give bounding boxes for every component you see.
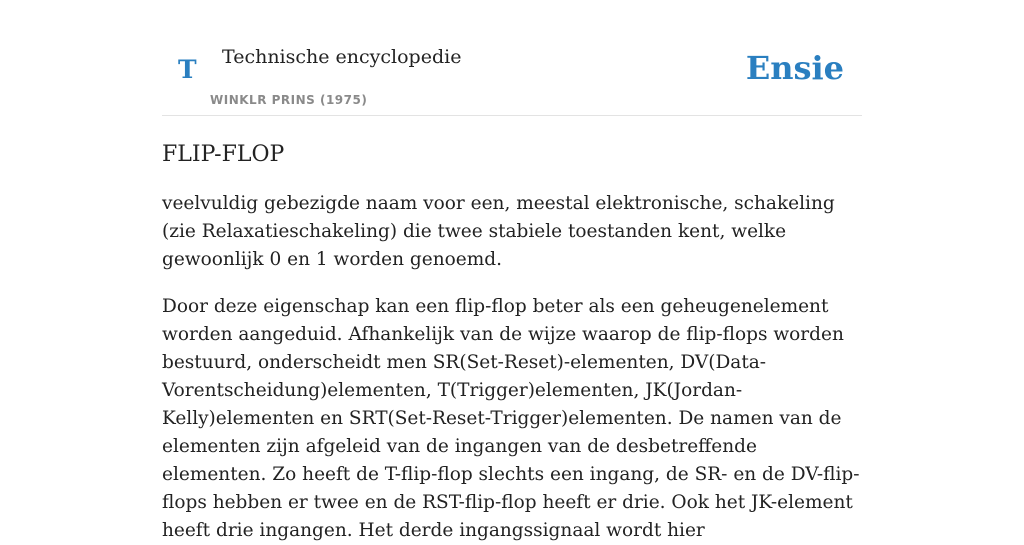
article-paragraph-2: Door deze eigenschap kan een flip-flop beter als een geheugenelement worden aangeduid. Afhankelijk van de wijze waarop de flip-flops worden bestuurd, onderscheidt men SR(Set-Reset)-elementen, DV(Data-Vorentscheidung)elementen, T(Trigger)elementen, JK(Jordan-Kelly)elementen en SRT(Set-Reset-Trigger)elementen. De namen van de elementen zijn afgeleid van de ingangen van de desbetreffende elementen. Zo heeft de T-flip-flop slechts een ingang, de SR- en de DV-flip-flops hebben er twee en de RST-flip-flop heeft er drie. Ook het JK-element heeft drie ingangen. Het derde ingangssignaal wordt hier <box>162 296 860 542</box>
page <box>162 0 862 545</box>
encyclopedia-letter-icon[interactable]: T <box>178 55 197 84</box>
encyclopedia-title-link[interactable]: Technische encyclopedie <box>222 46 462 68</box>
article-paragraph-1: veelvuldig gebezigde naam voor een, meestal elektronische, schakeling (zie Relaxatieschakeling) die twee stabiele toestanden kent, welke gewoonlijk 0 en 1 worden genoemd. <box>162 193 835 271</box>
encyclopedia-source: WINKLR PRINS (1975) <box>210 93 368 107</box>
article-title: FLIP-FLOP <box>162 142 285 167</box>
ensie-logo-link[interactable]: Ensie <box>745 49 844 87</box>
header <box>162 44 862 116</box>
